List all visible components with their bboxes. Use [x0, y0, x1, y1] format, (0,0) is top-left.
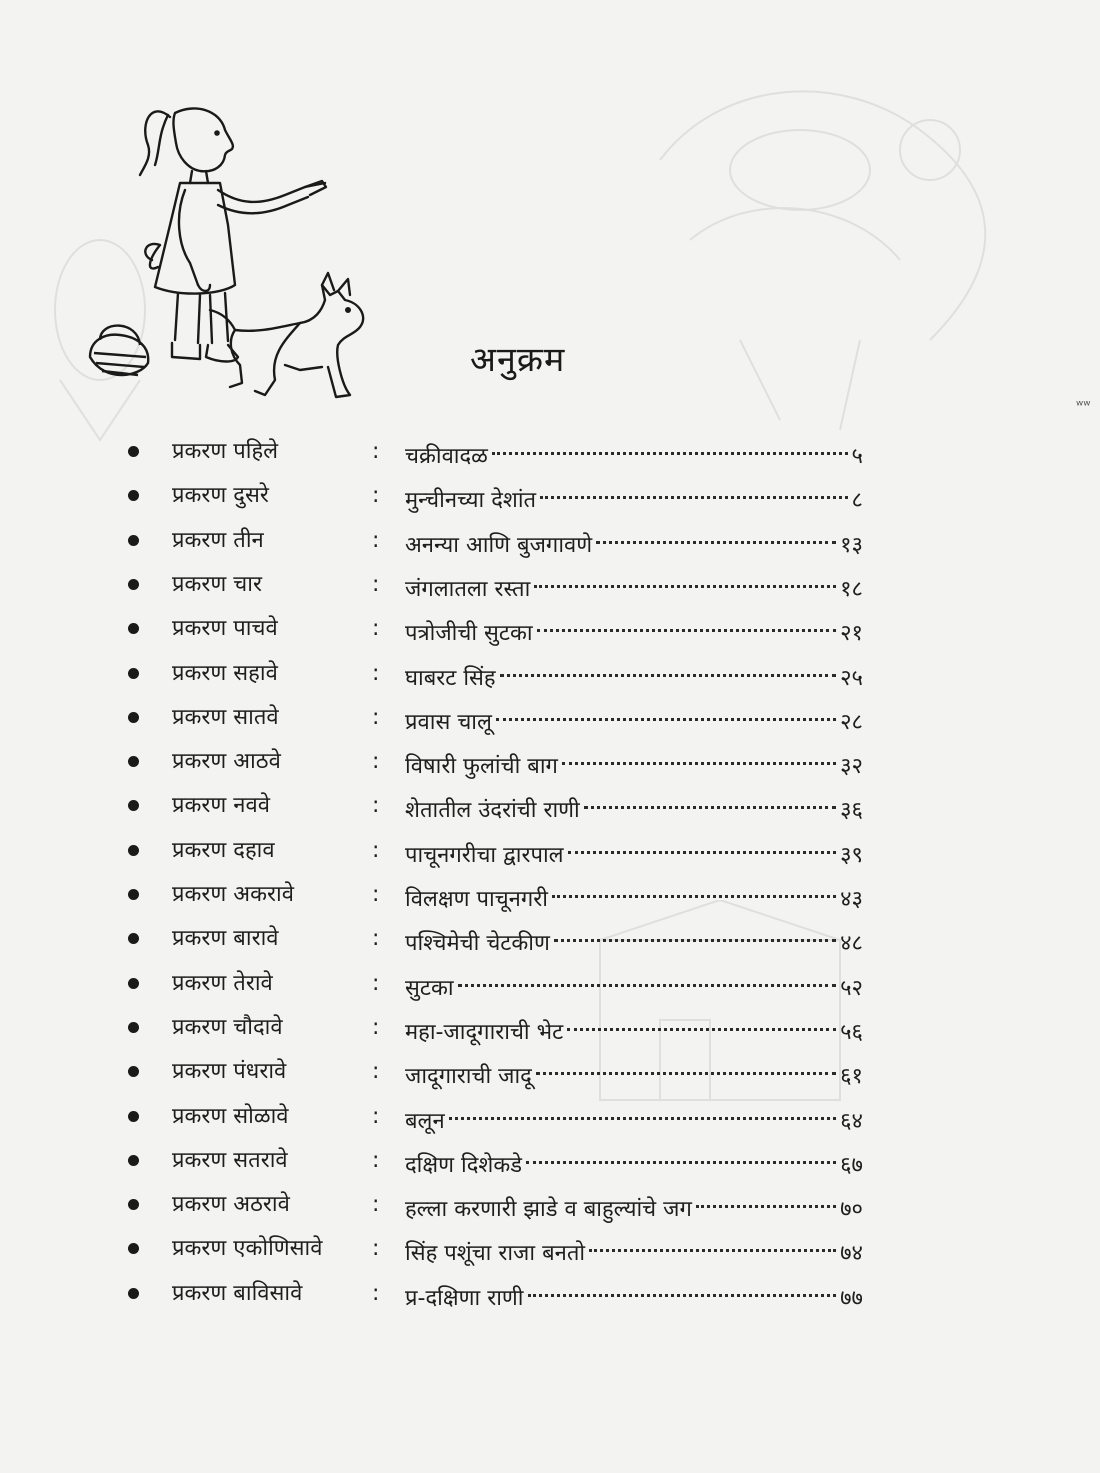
- dot-leader: [526, 1131, 836, 1164]
- toc-separator: :: [372, 793, 380, 819]
- toc-title: मुन्चीनच्या देशांत: [405, 488, 537, 514]
- bullet-icon: [128, 800, 139, 811]
- toc-chapter-label: प्रकरण पहिले: [172, 439, 279, 464]
- bullet-icon: [128, 579, 139, 590]
- toc-separator: :: [372, 882, 380, 907]
- dot-leader: [492, 422, 848, 455]
- toc-chapter-label: प्रकरण चार: [172, 571, 262, 597]
- dot-leader: [568, 821, 837, 854]
- toc-chapter-label: प्रकरण सातवे: [172, 704, 279, 730]
- page-title: अनुक्रम: [470, 340, 566, 380]
- toc-chapter-label: प्रकरण सोळावे: [172, 1103, 289, 1129]
- toc-row: [0, 873, 1100, 917]
- toc-title: विषारी फुलांची बाग: [405, 754, 558, 780]
- toc-title: अनन्या आणि बुजगावणे: [405, 532, 593, 558]
- toc-chapter-label: प्रकरण पाचवे: [172, 616, 278, 642]
- toc-page-number: १८: [840, 576, 863, 602]
- toc-separator: :: [372, 1236, 380, 1262]
- bullet-icon: [128, 535, 139, 546]
- bullet-icon: [128, 1066, 139, 1077]
- toc-page-number: ५: [851, 444, 863, 469]
- toc-page-number: ३६: [840, 798, 863, 824]
- toc-separator: :: [372, 749, 380, 775]
- dot-leader: [537, 599, 837, 632]
- toc-page-number: ५२: [840, 975, 863, 1001]
- toc-page-number: ४८: [840, 931, 863, 957]
- toc-title: महा-जादूगाराची भेट: [405, 1019, 564, 1045]
- toc-chapter-label: प्रकरण सहावे: [172, 660, 278, 686]
- toc-row: [0, 474, 1100, 518]
- bullet-icon: [128, 668, 139, 679]
- toc-page-number: ६७: [840, 1152, 863, 1178]
- toc-chapter-label: प्रकरण पंधरावे: [172, 1059, 287, 1085]
- toc-chapter-label: प्रकरण दुसरे: [172, 483, 269, 509]
- toc-page-number: ७७: [840, 1285, 863, 1311]
- toc-chapter-label: प्रकरण आठवे: [172, 749, 281, 775]
- bullet-icon: [128, 712, 139, 723]
- bullet-icon: [128, 933, 139, 944]
- toc-chapter-label: प्रकरण अकरावे: [172, 882, 294, 907]
- dot-leader: [449, 1087, 836, 1120]
- toc-page-number: ६१: [840, 1064, 863, 1090]
- toc-row: [0, 696, 1100, 740]
- toc-title: सिंह पशूंचा राजा बनतो: [405, 1241, 586, 1267]
- bullet-icon: [128, 1288, 139, 1299]
- dot-leader: [528, 1264, 837, 1297]
- toc-separator: :: [372, 1014, 380, 1040]
- toc-row: [0, 1139, 1100, 1183]
- toc-title: प्रवास चालू: [405, 709, 492, 735]
- dot-leader: [540, 466, 847, 499]
- dot-leader: [500, 644, 837, 677]
- toc-separator: :: [372, 837, 380, 863]
- toc-separator: :: [372, 926, 380, 952]
- toc-chapter-label: प्रकरण अठरावे: [172, 1192, 290, 1218]
- bullet-icon: [128, 978, 139, 989]
- toc-page-number: ७०: [840, 1197, 863, 1223]
- toc-title: जादूगाराची जादू: [405, 1064, 532, 1090]
- toc-title: प्र-दक्षिणा राणी: [405, 1285, 524, 1311]
- toc-title: विलक्षण पाचूनगरी: [405, 887, 548, 912]
- toc-row: [0, 962, 1100, 1006]
- toc-separator: :: [372, 660, 380, 686]
- toc-chapter-label: प्रकरण चौदावे: [172, 1014, 283, 1040]
- toc-row: [0, 784, 1100, 828]
- toc-separator: :: [372, 571, 380, 597]
- toc-row: [0, 829, 1100, 873]
- toc-title: सुटका: [405, 975, 454, 1001]
- toc-row: [0, 740, 1100, 784]
- bullet-icon: [128, 1022, 139, 1033]
- basket-icon: [90, 326, 148, 375]
- side-mark: ʷʷ: [1076, 398, 1091, 414]
- dot-leader: [534, 555, 836, 588]
- toc-title: हल्ला करणारी झाडे व बाहुल्यांचे जग: [405, 1197, 692, 1223]
- dot-leader: [536, 1042, 836, 1075]
- toc-entry: [405, 1272, 863, 1321]
- dot-leader: [458, 954, 837, 987]
- bullet-icon: [128, 446, 139, 457]
- dot-leader: [554, 909, 836, 942]
- dot-leader: [589, 1219, 836, 1252]
- toc-row: [0, 1272, 1100, 1316]
- bullet-icon: [128, 1199, 139, 1210]
- toc-page-number: १३: [840, 532, 863, 558]
- toc-page-number: ८: [851, 488, 863, 514]
- toc-separator: :: [372, 704, 380, 730]
- toc-chapter-label: प्रकरण नववे: [172, 793, 270, 819]
- dot-leader: [584, 776, 836, 809]
- toc-page-number: ३९: [840, 842, 863, 868]
- toc-chapter-label: प्रकरण एकोणिसावे: [172, 1236, 323, 1262]
- toc-chapter-label: प्रकरण दहाव: [172, 837, 275, 863]
- toc-separator: :: [372, 1192, 380, 1218]
- toc-separator: :: [372, 1280, 380, 1306]
- toc-title: पाचूनगरीचा द्वारपाल: [405, 842, 564, 868]
- toc-title: घाबरट सिंह: [405, 665, 496, 691]
- toc-separator: :: [372, 970, 380, 996]
- bullet-icon: [128, 845, 139, 856]
- dot-leader: [596, 511, 836, 544]
- bullet-icon: [128, 1243, 139, 1254]
- toc-title: दक्षिण दिशेकडे: [405, 1152, 523, 1178]
- toc-title: बलून: [405, 1108, 445, 1134]
- bullet-icon: [128, 1111, 139, 1122]
- bullet-icon: [128, 490, 139, 501]
- toc-separator: :: [372, 1059, 380, 1085]
- illustration: [60, 95, 390, 415]
- toc-separator: :: [372, 616, 380, 642]
- toc-chapter-label: प्रकरण तेरावे: [172, 970, 273, 996]
- toc-separator: :: [372, 1103, 380, 1129]
- dog-icon: [210, 273, 363, 397]
- toc-title: शेतातील उंदरांची राणी: [405, 798, 580, 824]
- toc-title: पश्चिमेची चेटकीण: [405, 931, 550, 957]
- toc-page-number: ६४: [840, 1108, 863, 1134]
- toc-title: चक्रीवादळ: [405, 444, 488, 469]
- toc-chapter-label: प्रकरण सतरावे: [172, 1147, 288, 1173]
- toc-page-number: ५६: [840, 1019, 863, 1045]
- toc-page-number: ३२: [840, 754, 863, 780]
- dot-leader: [496, 688, 836, 721]
- bullet-icon: [128, 623, 139, 634]
- toc-page-number: ४३: [840, 887, 863, 912]
- toc-separator: :: [372, 439, 380, 464]
- dot-leader: [696, 1175, 836, 1208]
- toc-page-number: ७४: [840, 1241, 863, 1267]
- toc-separator: :: [372, 1147, 380, 1173]
- toc-title: पत्रोजीची सुटका: [405, 621, 533, 647]
- toc-title: जंगलातला रस्ता: [405, 576, 531, 602]
- toc-chapter-label: प्रकरण बाविसावे: [172, 1280, 303, 1306]
- toc-chapter-label: प्रकरण बारावे: [172, 926, 279, 952]
- toc-separator: :: [372, 483, 380, 509]
- dot-leader: [552, 865, 836, 898]
- toc-page-number: २५: [840, 665, 863, 691]
- bullet-icon: [128, 889, 139, 900]
- background-sketch-icon: [600, 40, 1030, 440]
- toc-page-number: २८: [840, 709, 863, 735]
- dot-leader: [562, 732, 836, 765]
- dot-leader: [567, 998, 836, 1031]
- toc-row: [0, 1183, 1100, 1227]
- toc-page-number: २१: [840, 621, 863, 647]
- toc-separator: :: [372, 527, 380, 553]
- bullet-icon: [128, 756, 139, 767]
- bullet-icon: [128, 1155, 139, 1166]
- toc-chapter-label: प्रकरण तीन: [172, 527, 264, 553]
